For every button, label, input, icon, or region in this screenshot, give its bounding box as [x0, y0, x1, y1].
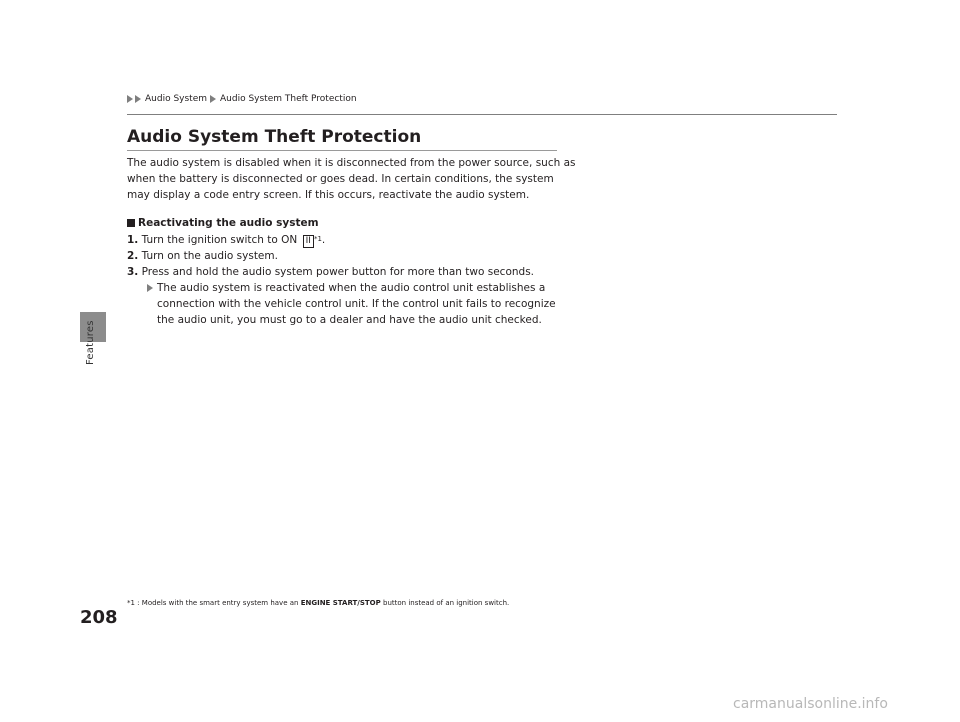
result-line: The audio system is reactivated when the audio control unit establishes a: [157, 282, 546, 294]
step-number: 3.: [127, 266, 139, 278]
arrow-right-icon: [135, 95, 141, 103]
footnote-button-name: ENGINE START/STOP: [300, 599, 381, 607]
arrow-right-icon: [210, 95, 216, 103]
intro-line: may display a code entry screen. If this occurs, reactivate the audio system.: [127, 189, 530, 201]
footnote-text: button instead of an ignition switch.: [383, 599, 510, 607]
intro-line: The audio system is disabled when it is disconnected from the power source, such as: [127, 157, 576, 169]
step-number: 1.: [127, 234, 139, 246]
step-text: Turn the ignition switch to ON: [141, 234, 298, 246]
section-heading: [127, 217, 319, 229]
step-text: Turn on the audio system.: [141, 250, 278, 262]
step-text: Press and hold the audio system power button for more than two seconds.: [141, 266, 534, 278]
breadcrumb-item-audio-system[interactable]: Audio System: [145, 94, 208, 104]
step-text-end: .: [321, 234, 326, 246]
arrow-right-icon: [127, 95, 133, 103]
section-label: Features: [85, 320, 96, 365]
steps-list: [127, 232, 556, 328]
step-item: [127, 264, 556, 280]
intro-line: when the battery is disconnected or goes dead. In certain conditions, the system: [127, 173, 554, 185]
title-divider: [127, 150, 557, 151]
breadcrumb: [127, 94, 357, 104]
intro-paragraph: [127, 155, 576, 203]
step-item: [127, 232, 556, 248]
result-line: connection with the vehicle control unit. If the control unit fails to recognize: [157, 298, 556, 310]
arrow-right-icon: [147, 284, 153, 292]
square-bullet-icon: [127, 219, 135, 227]
step-result: [147, 280, 556, 328]
ignition-key-position-badge: II: [303, 235, 314, 248]
footnote-reference[interactable]: *1: [313, 235, 322, 243]
footnote-text: Models with the smart entry system have an: [141, 599, 299, 607]
page-number: 208: [80, 607, 118, 628]
breadcrumb-item-theft-protection[interactable]: Audio System Theft Protection: [220, 94, 357, 104]
section-heading-text: Reactivating the audio system: [138, 217, 319, 229]
footnote-marker: *1 :: [127, 599, 140, 607]
header-divider: [127, 114, 837, 115]
step-item: [127, 248, 556, 264]
step-number: 2.: [127, 250, 139, 262]
watermark: carmanualsonline.info: [733, 696, 888, 712]
footnote: [127, 599, 509, 607]
page-title: Audio System Theft Protection: [127, 127, 422, 147]
result-line: the audio unit, you must go to a dealer and have the audio unit checked.: [157, 314, 542, 326]
